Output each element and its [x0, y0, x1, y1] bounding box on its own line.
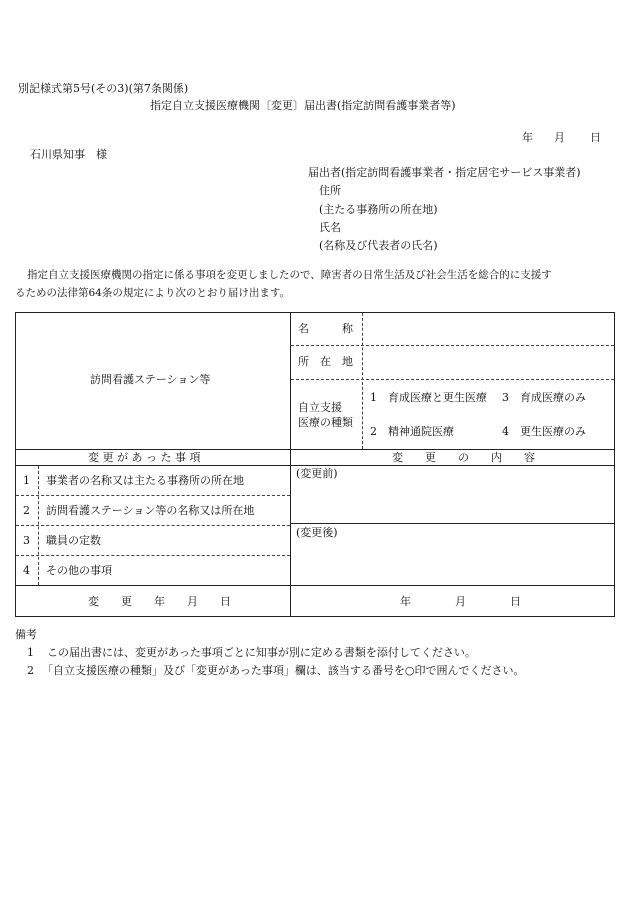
care-type-option-1[interactable]: 1 育成医療と更生医療	[370, 391, 487, 404]
note-number: 2	[27, 664, 34, 677]
addressee: 石川県知事 様	[30, 148, 107, 161]
change-after-label: (変更後)	[296, 526, 338, 539]
date-day-label: 日	[590, 131, 601, 144]
applicant-address-label: 住所	[319, 184, 341, 197]
date-month-label: 月	[554, 131, 565, 144]
care-type-option-2[interactable]: 2 精神通院医療	[370, 425, 454, 438]
changed-item-text: 職員の定数	[46, 534, 101, 547]
form-identifier: 別記様式第5号(その3)(第7条関係)	[18, 82, 189, 95]
changed-item-number[interactable]: 4	[23, 564, 30, 577]
facility-location-label: 所 在 地	[298, 355, 353, 368]
applicant-name-note: (名称及び代表者の氏名)	[319, 239, 438, 252]
change-date-label: 変 更 年 月 日	[88, 595, 231, 608]
note-text: 「自立支援医療の種類」及び「変更があった事項」欄は、該当する番号を○印で囲んでください。	[42, 664, 525, 677]
date-year-label: 年	[522, 131, 533, 144]
changed-item-text: その他の事項	[46, 564, 112, 577]
facility-name-label: 名 称	[298, 322, 353, 335]
care-type-option-4[interactable]: 4 更生医療のみ	[502, 425, 586, 438]
applicant-address-note: (主たる事務所の所在地)	[319, 203, 438, 216]
form-title: 指定自立支援医療機関〔変更〕届出書(指定訪問看護事業者等)	[150, 99, 456, 112]
changed-item-number[interactable]: 2	[23, 504, 30, 517]
changed-item-number[interactable]: 3	[23, 534, 30, 547]
intro-text-line1: 指定自立支援医療機関の指定に係る事項を変更しましたので、障害者の日常生活及び社会生活を総合的に支援す	[27, 269, 552, 281]
changed-items-header: 変 更 が あ っ た 事 項	[88, 451, 201, 464]
care-type-label-line2: 医療の種類	[298, 416, 353, 429]
intro-text-line2: るための法律第64条の規定により次のとおり届け出ます。	[15, 287, 291, 299]
note-text: この届出書には、変更があった事項ごとに知事が別に定める書類を添付してください。	[47, 646, 476, 659]
change-date-value[interactable]: 年 月 日	[400, 595, 521, 608]
applicant-label: 届出者(指定訪問看護事業者・指定居宅サービス事業者)	[308, 166, 581, 179]
notes-title: 備考	[15, 628, 37, 641]
care-type-label-line1: 自立支援	[298, 401, 342, 414]
changed-item-text: 事業者の名称又は主たる事務所の所在地	[46, 474, 244, 487]
changed-item-number[interactable]: 1	[23, 474, 30, 487]
station-label: 訪問看護ステーション等	[90, 373, 211, 386]
note-number: 1	[27, 646, 34, 659]
change-before-label: (変更前)	[296, 467, 338, 480]
care-type-option-3[interactable]: 3 育成医療のみ	[502, 391, 586, 404]
change-content-header: 変 更 の 内 容	[392, 451, 535, 464]
applicant-name-label: 氏名	[319, 221, 341, 234]
changed-item-text: 訪問看護ステーション等の名称又は所在地	[46, 504, 255, 517]
